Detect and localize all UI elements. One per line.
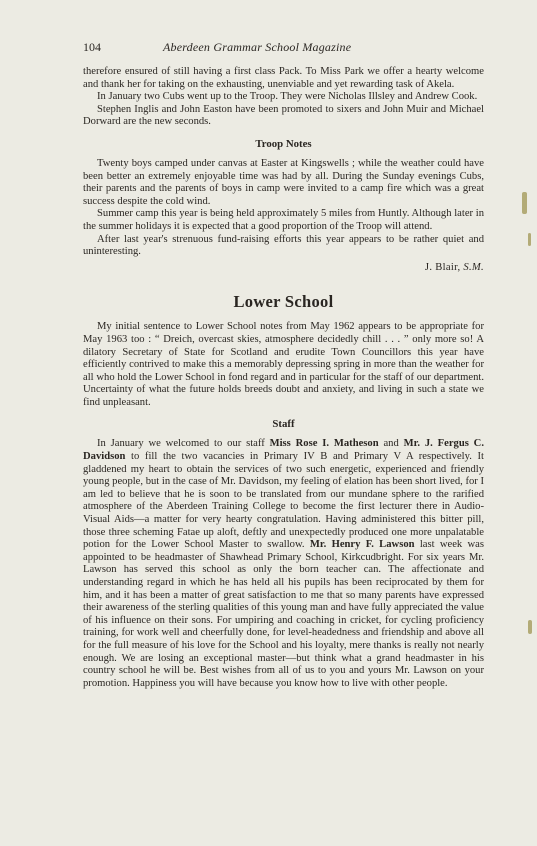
troop-paragraph-1: Twenty boys camped under canvas at Easter at Kingswells ; while the weather could have been better an extremely enjoyable time was had by all. During the Sunday evenings Cubs, their parents and the parents of boys in camp were invited to a camp fire which was a great success despite the cold wind. (83, 157, 484, 207)
paper-stain-mark (528, 620, 532, 634)
cubs-paragraph-1: therefore ensured of still having a first class Pack. To Miss Park we offer a hearty welcome and thank her for taking on the exhausting, unenviable and yet rewarding task of Akela. (83, 66, 484, 90)
staff-heading: Staff (272, 418, 295, 431)
paper-stain-mark (522, 192, 527, 214)
cubs-paragraph-3: Stephen Inglis and John Easton have been promoted to sixers and John Muir and Michael Dorward are the new seconds. (83, 103, 484, 128)
troop-signature (83, 262, 484, 275)
troop-paragraph-3: After last year's strenuous fund-raising efforts this year appears to be rather quiet and uninteresting. (83, 233, 484, 258)
troop-notes-heading: Troop Notes (255, 137, 312, 150)
running-head (83, 40, 484, 58)
signature-name: J. Blair, (424, 261, 461, 273)
lower-school-intro: My initial sentence to Lower School notes from May 1962 appears to be appropriate for May 1963 too : “ Dreich, overcast skies, atmosphere decidedly chill . . . ” only more so! A dilatory Secretary of State for Scotland and erudite Town Councillors this year have efficiently contrived to make this a memorably depressing spring in more than the weather for all who hold the Lower School in fond regard and in particular for the staff of our department. Uncertainty of what the future holds breeds doubt and anxiety, and living in such a state we find unpleasant. (83, 321, 484, 408)
staff-name-lawson: Mr. Henry F. Lawson (309, 539, 415, 551)
page-number: 104 (83, 40, 101, 54)
troop-notes-section (83, 138, 484, 274)
staff-name-davidson: Mr. J. Fergus C. Davidson (83, 438, 484, 463)
troop-paragraph-2: Summer camp this year is being held approximately 5 miles from Huntly. Although later in the summer holidays it is expected that a good proportion of the Troop will attend. (83, 208, 484, 232)
lower-school-heading: Lower School (233, 292, 334, 312)
staff-text-3: to fill the two vacancies in Primary IV B and Primary V A respectively. It gladdened my heart to obtain the services of two such energetic, experienced and friendly young people, but in the case of Mr. Davidson, my feeling of elation has been short lived, for I am led to believe that he is soon to be translated from our mundane sphere to the rarified atmosphere of the Aberdeen Training College to become the first lecturer there in Audio-Visual Aids—a matter for very hearty congratulation. Having administered this bitter pill, those three scheming Fatae up aloft, deftly and unexpectedly produced one more unpalatable potion for the Lower School Master to swallow. (83, 451, 484, 551)
staff-paragraph (83, 438, 484, 690)
staff-text-4: last week was appointed to be headmaster of Shawhead Primary School, Kirkcudbright. For six years Mr. Lawson has served this school as only the born teacher can. The affectionate and understanding regard in which he has held all his pupils has been reciprocated by them for him, and it has been a matter of great satisfaction to me that so many parents have expressed their awareness of the sterling qualities of this young man and have fully appreciated the value of his influence on their sons. For umpiring and coaching in cricket, for cycling proficiency training, for work well and cheerfully done, for level-headedness and friendship and above all for the full measure of his love for the School and his loyalty, mere thanks is really not nearly enough. We are losing an exceptional master—but think what a grand headmaster in his country school he will be. Best wishes from all of us to you and yours Mr. Lawson on your promotion. Happiness you will have because you know how to live with other people. (83, 539, 484, 689)
staff-text-1: In January we welcomed to our staff (97, 438, 270, 450)
cubs-paragraph-2: In January two Cubs went up to the Troop. They were Nicholas Illsley and Andrew Cook. (97, 91, 478, 103)
journal-title: Aberdeen Grammar School Magazine (163, 40, 352, 54)
paper-stain-mark (528, 233, 531, 246)
cubs-section (83, 66, 484, 129)
lower-school-section (83, 293, 484, 690)
staff-name-matheson: Miss Rose I. Matheson (269, 438, 379, 450)
signature-role: S.M. (463, 261, 484, 273)
staff-text-2: and (378, 438, 404, 450)
